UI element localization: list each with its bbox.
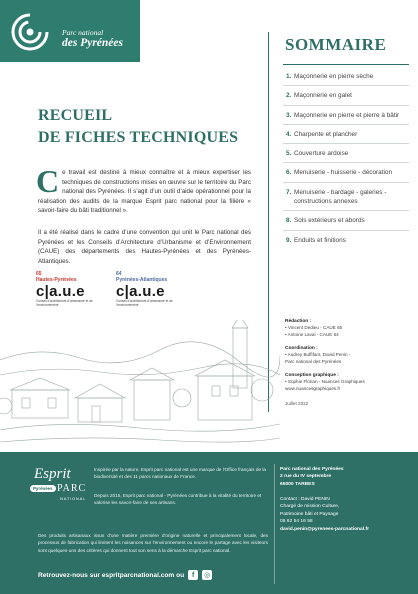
- sommaire-title: SOMMAIRE: [285, 35, 387, 54]
- contact-person: Contact : David PENIN: [280, 497, 330, 503]
- intro-text: e travail est destiné à mieux connaître et à mieux expertiser les techniques de constructions mises en œuvre sur le territoire du Parc national des Pyrénées. Il s’agit d’un outil d’aide opérationnel pour la réalisation des audits de la marque Esprit parc national pour la filière « savoir-faire du bâti traditionnel ».: [38, 169, 251, 215]
- footer-criteria-text: Des produits artisanaux issus d'une matière première d'origine naturelle et principalement locale, des processus de fabrication qui limitent les nuisances sur l'environnement ou encore le partage avec les visiteurs sont quelques-uns des critères qui donnent tout son sens à la démarche Esprit parc national.: [38, 533, 268, 553]
- toc-number: 7.: [286, 188, 292, 196]
- credit-heading: Conception graphique :: [285, 372, 339, 378]
- document-title: [38, 105, 238, 148]
- caue-number: 65: [36, 271, 42, 277]
- national-wordmark: NATIONAL: [60, 496, 87, 501]
- title-line-2: DE FICHES TECHNIQUES: [38, 128, 239, 146]
- toc-item[interactable]: [283, 183, 409, 212]
- toc-number: 2.: [286, 92, 292, 100]
- toc-number: 5.: [286, 150, 292, 158]
- contact-email[interactable]: david.penin@pyrenees-parcnational.fr: [280, 526, 370, 532]
- toc-label: Maçonnerie en pierre et pierre à bâtir: [294, 111, 400, 119]
- footer-brand-text: Inspirée par la nature, Esprit parc national est une marque de l'Office français de la biodiversité et des 11 parcs nationaux de France.: [94, 467, 266, 480]
- credit-heading: Coordination :: [285, 345, 318, 351]
- contact-address-1: 2 rue du IV septembre: [280, 474, 332, 480]
- toc-item[interactable]: [283, 86, 409, 105]
- toc-number: 4.: [286, 130, 292, 138]
- toc-label: Enduits et finitions: [294, 236, 346, 244]
- contact-block: [280, 466, 412, 533]
- toc-number: 9.: [286, 236, 292, 244]
- toc-label: Menuiserie - huisserie - décoration: [294, 169, 393, 177]
- esprit-wordmark: Esprit: [34, 466, 71, 482]
- intro-paragraph: [36, 163, 251, 216]
- caue-number: 64: [116, 271, 122, 277]
- village-sketch-illustration: [0, 320, 280, 450]
- esprit-parc-national-logo: [30, 466, 90, 510]
- toc-item[interactable]: [283, 106, 409, 125]
- drop-cap: C: [36, 163, 60, 199]
- logo-line-1: Parc national: [62, 28, 104, 37]
- contact-role-2: Patrimoine bâti et Paysage: [280, 511, 339, 517]
- credits-block: [285, 318, 410, 408]
- website-link[interactable]: Retrouvez-nous sur espritparcnational.com ou: [38, 571, 185, 579]
- caue-department: Pyrénées-Atlantiques: [116, 277, 168, 283]
- toc-label: Charpente et plancher: [294, 130, 358, 138]
- toc-number: 1.: [286, 73, 292, 80]
- convention-paragraph: Il a été réalisé dans le cadre d’une convention qui unit le Parc national des Pyrénées et les Conseils d’Architecture d’Urbanisme et d’Environnement (CAUE) des départements des Hautes-Pyrénées et des Pyrénées-Atlantiques.: [38, 229, 251, 265]
- caue-wordmark: c|a.u.e: [116, 283, 165, 300]
- toc-item[interactable]: [283, 125, 409, 144]
- toc-item[interactable]: [283, 144, 409, 163]
- contact-address-2: 65000 TARBES: [280, 481, 315, 487]
- toc-label: Couverture ardoise: [294, 150, 349, 158]
- credit-heading: Rédaction :: [285, 319, 312, 324]
- sommaire-underline: [283, 64, 409, 65]
- toc-number: 8.: [286, 217, 292, 225]
- contact-phone[interactable]: 05 62 54 16 58: [280, 519, 313, 525]
- credit-line: • Audrey Buffifant, David Penin -: [285, 352, 351, 358]
- toc-label: Menuiserie - bardage - galeries - constructions annexes: [294, 188, 387, 205]
- footer-since-text: Depuis 2015, Esprit parc national - Pyrénées contribue à la vitalité du territoire et valorise les savoir-faire de ses artisans.: [94, 493, 262, 506]
- footer-cta: [38, 570, 212, 580]
- caue-subtitle: Conseil d'architecture d'urbanisme et de l'environnement: [36, 299, 93, 307]
- toc-item[interactable]: [283, 231, 409, 249]
- contact-org: Parc national des Pyrénées: [280, 467, 344, 472]
- toc-item[interactable]: [283, 163, 409, 182]
- pyrenees-badge: Pyrénées: [30, 485, 56, 492]
- toc-item[interactable]: [283, 67, 409, 86]
- spiral-logo-icon: [10, 12, 50, 52]
- parc-wordmark: PARC: [57, 483, 87, 494]
- caue-wordmark: c|a.u.e: [36, 283, 85, 300]
- toc-number: 6.: [286, 169, 292, 177]
- caue-64-logo: [116, 271, 178, 309]
- contact-role-1: Chargé de mission Culture,: [280, 504, 340, 510]
- credit-link[interactable]: www.nuancesgraphiques.fr: [285, 386, 341, 392]
- park-logo: [0, 0, 140, 62]
- caue-65-logo: [36, 271, 98, 309]
- credit-line: • Sophie Florian - Nuances Graphiques: [285, 379, 365, 385]
- credit-line: Parc national des Pyrénées: [285, 359, 342, 365]
- table-of-contents: [283, 67, 409, 249]
- facebook-icon[interactable]: f: [188, 570, 198, 580]
- toc-label: Maçonnerie en galet: [294, 92, 352, 100]
- toc-item[interactable]: [283, 211, 409, 230]
- toc-number: 3.: [286, 111, 292, 119]
- footer-divider: [274, 464, 275, 584]
- toc-label: Sols extérieurs et abords: [294, 217, 365, 225]
- credit-line: • Vincent Dedieu - CAUE 65: [285, 325, 343, 331]
- instagram-icon[interactable]: ◎: [204, 572, 211, 579]
- title-line-1: RECUEIL: [38, 107, 113, 124]
- credit-line: • Antoine Laval - CAUE 64: [285, 332, 339, 338]
- logo-line-2: des Pyrénées: [62, 36, 123, 49]
- caue-subtitle: Conseil d'architecture d'urbanisme et de l'environnement: [116, 299, 173, 307]
- toc-label: Maçonnerie en pierre sèche: [294, 73, 374, 80]
- footer: [0, 452, 418, 594]
- caue-department: Hautes-Pyrénées: [36, 277, 77, 283]
- publication-date: Juillet 2022: [285, 400, 309, 406]
